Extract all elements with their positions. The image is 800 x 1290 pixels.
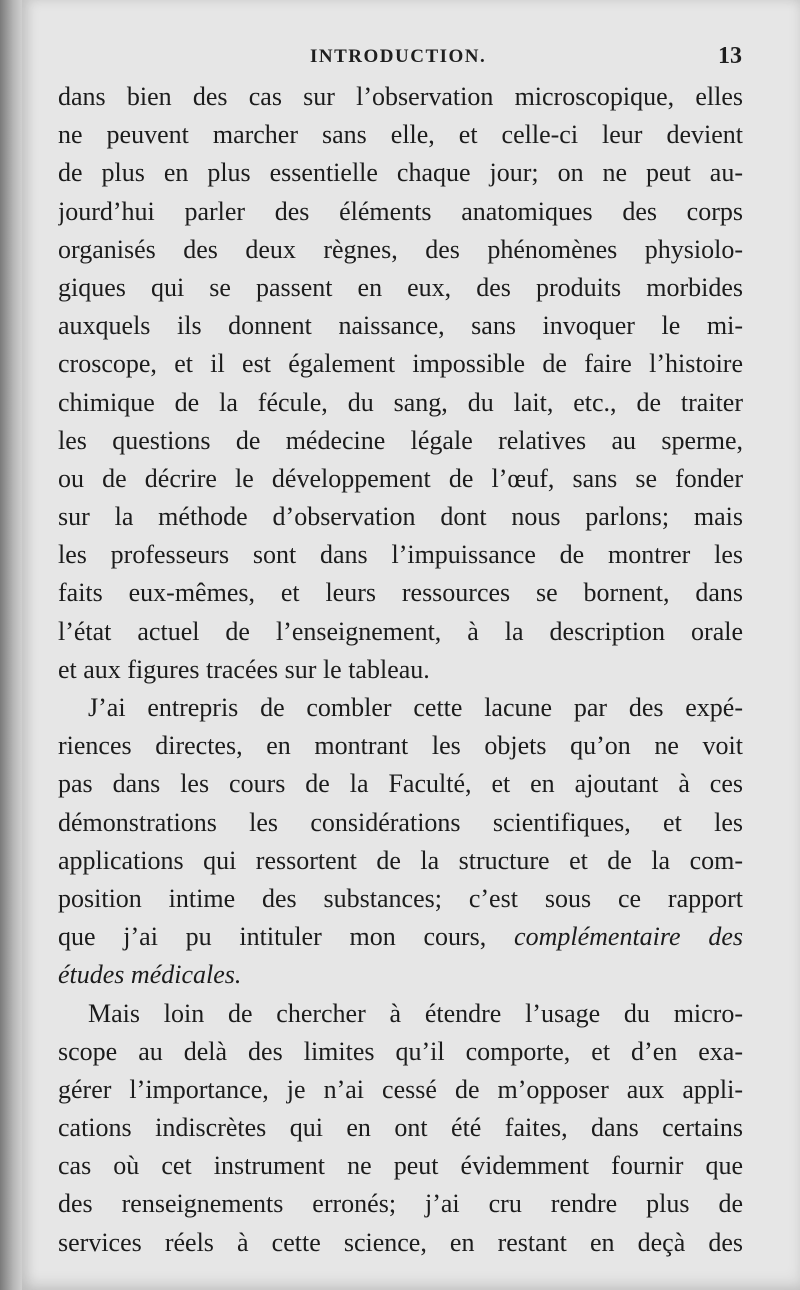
text-line: de plus en plus essentielle chaque jour; on ne peut au- bbox=[58, 158, 743, 188]
text-line: chimique de la fécule, du sang, du lait, etc., de traiter bbox=[58, 387, 743, 417]
text-line: giques qui se passent en eux, des produits morbides bbox=[58, 272, 743, 302]
text-line: scope au delà des limites qu’il comporte, et d’en exa- bbox=[58, 1036, 743, 1066]
running-title: INTRODUCTION. bbox=[310, 46, 487, 67]
text-line: démonstrations les considérations scientifiques, et les bbox=[58, 807, 743, 837]
page-header bbox=[0, 40, 800, 74]
text-line: J’ai entrepris de combler cette lacune par des expé- bbox=[88, 693, 743, 722]
text-line: cations indiscrètes qui en ont été faites, dans certains bbox=[58, 1113, 743, 1143]
text-line: sur la méthode d’observation dont nous parlons; mais bbox=[58, 502, 743, 532]
page-edge-shadow bbox=[0, 0, 22, 1290]
text-line: auxquels ils donnent naissance, sans invoquer le mi- bbox=[58, 311, 743, 341]
text-line: les professeurs sont dans l’impuissance de montrer les bbox=[58, 540, 743, 570]
text-line: les questions de médecine légale relatives au sperme, bbox=[58, 425, 743, 455]
italic-course-title-continued: études médicales. bbox=[58, 960, 242, 990]
text-line: dans bien des cas sur l’observation microscopique, elles bbox=[58, 82, 743, 111]
text-line: jourd’hui parler des éléments anatomiques des corps bbox=[58, 196, 743, 226]
text-line: cas où cet instrument ne peut évidemment fournir que bbox=[58, 1151, 743, 1181]
text-line: gérer l’importance, je n’ai cessé de m’opposer aux appli- bbox=[58, 1074, 743, 1104]
text-line: l’état actuel de l’enseignement, à la description orale bbox=[58, 616, 743, 646]
text-line: organisés des deux règnes, des phénomènes physiolo- bbox=[58, 234, 743, 264]
text-line: ne peuvent marcher sans elle, et celle-ci leur devient bbox=[58, 120, 743, 150]
body-text bbox=[58, 78, 743, 1262]
text-line: position intime des substances; c’est sous ce rapport bbox=[58, 883, 743, 913]
text-line: ou de décrire le développement de l’œuf, sans se fonder bbox=[58, 463, 743, 493]
text-line: faits eux-mêmes, et leurs ressources se bornent, dans bbox=[58, 578, 743, 608]
page-number: 13 bbox=[718, 43, 742, 69]
text-line: applications qui ressortent de la structure et de la com- bbox=[58, 845, 743, 875]
text-line: croscope, et il est également impossible de faire l’histoire bbox=[58, 349, 743, 379]
text-line: des renseignements erronés; j’ai cru rendre plus de bbox=[58, 1189, 743, 1219]
text-line: et aux figures tracées sur le tableau. bbox=[58, 654, 430, 684]
text-line: riences directes, en montrant les objets qu’on ne voit bbox=[58, 731, 743, 761]
italic-course-title: complémentaire des bbox=[514, 922, 743, 952]
text-line: Mais loin de chercher à étendre l’usage du micro- bbox=[88, 998, 743, 1028]
text-line: pas dans les cours de la Faculté, et en ajoutant à ces bbox=[58, 769, 743, 799]
text-line: services réels à cette science, en restant en deçà des bbox=[58, 1227, 743, 1257]
text-fragment: que j’ai pu intituler mon cours, bbox=[58, 922, 487, 952]
text-line-mixed bbox=[58, 918, 743, 956]
